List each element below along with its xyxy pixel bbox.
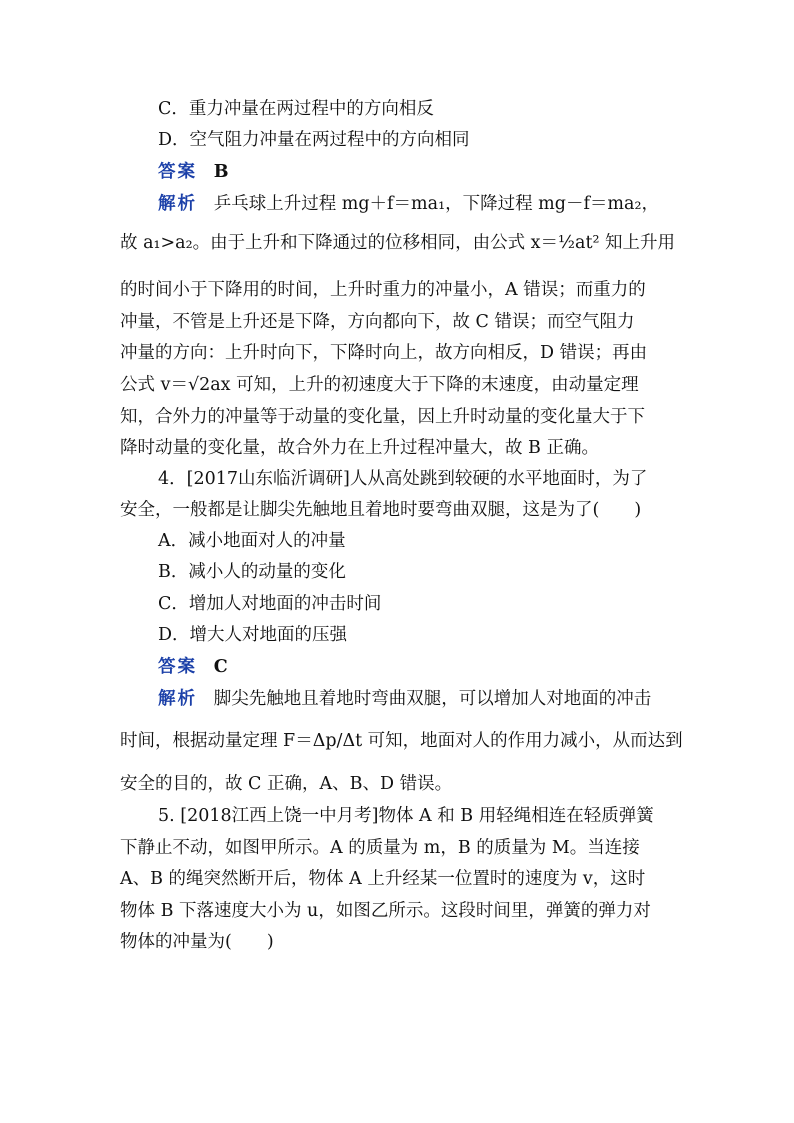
q3-analysis-line-6: 公式 v＝√2ax 可知，上升的初速度大于下降的末速度，由动量定理 [120, 375, 639, 395]
q5-stem-line-3: A、B 的绳突然断开后，物体 A 上升经某一位置时的速度为 v，这时 [120, 869, 646, 889]
q4-option-a: A．减小地面对人的冲量 [158, 531, 346, 551]
analysis-label: 解析 [158, 194, 197, 214]
q3-analysis-line-4: 冲量，不管是上升还是下降，方向都向下，故 C 错误；而空气阻力 [120, 312, 635, 332]
q3-answer [158, 160, 718, 184]
q4-option-d: D．增大人对地面的压强 [158, 625, 348, 645]
q3-analysis-line-8: 降时动量的变化量，故合外力在上升过程冲量大，故 B 正确。 [120, 438, 599, 458]
q3-option-d: D．空气阻力冲量在两过程中的方向相同 [158, 130, 470, 150]
q4-analysis-line-1 [158, 687, 718, 711]
q3-analysis-line-1 [158, 192, 718, 216]
q5-stem-line-2: 下静止不动，如图甲所示。A 的质量为 m，B 的质量为 M。当连接 [120, 838, 640, 858]
answer-label: 答案 [158, 162, 197, 182]
q4-analysis-line-3: 安全的目的，故 C 正确，A、B、D 错误。 [120, 774, 453, 794]
q4-option-b: B．减小人的动量的变化 [158, 562, 346, 582]
q3-option-c: C．重力冲量在两过程中的方向相反 [158, 99, 434, 119]
q4-answer [158, 655, 718, 679]
q4-stem-line-1: 4．[2017山东临沂调研]人从高处跳到较硬的水平地面时，为了 [158, 469, 648, 489]
analysis-text: 脚尖先触地且着地时弯曲双腿，可以增加人对地面的冲击 [213, 689, 652, 709]
answer-label: 答案 [158, 657, 197, 677]
q3-analysis-line-5: 冲量的方向：上升时向下，下降时向上，故方向相反，D 错误；再由 [120, 343, 648, 363]
analysis-text: 乒乓球上升过程 mg＋f＝ma₁，下降过程 mg－f＝ma₂， [213, 194, 659, 214]
q4-analysis-line-2: 时间，根据动量定理 F＝Δp/Δt 可知，地面对人的作用力减小，从而达到 [120, 731, 683, 751]
q5-stem-line-1: 5. [2018江西上饶一中月考]物体 A 和 B 用轻绳相连在轻质弹簧 [158, 806, 654, 826]
answer-value: B [213, 162, 229, 182]
q3-analysis-line-3: 的时间小于下降用的时间，上升时重力的冲量小，A 错误；而重力的 [120, 280, 646, 300]
analysis-label: 解析 [158, 689, 197, 709]
q3-analysis-line-2: 故 a₁>a₂。由于上升和下降通过的位移相同，由公式 x＝½at² 知上升用 [120, 233, 676, 253]
q4-stem-line-2: 安全，一般都是让脚尖先触地且着地时要弯曲双腿，这是为了( ) [120, 500, 642, 520]
q5-stem-line-5: 物体的冲量为( ) [120, 932, 274, 952]
q3-analysis-line-7: 知，合外力的冲量等于动量的变化量，因上升时动量的变化量大于下 [120, 407, 645, 427]
answer-value: C [213, 657, 228, 677]
q5-stem-line-4: 物体 B 下落速度大小为 u，如图乙所示。这段时间里，弹簧的弹力对 [120, 901, 651, 921]
q4-option-c: C．增加人对地面的冲击时间 [158, 594, 382, 614]
